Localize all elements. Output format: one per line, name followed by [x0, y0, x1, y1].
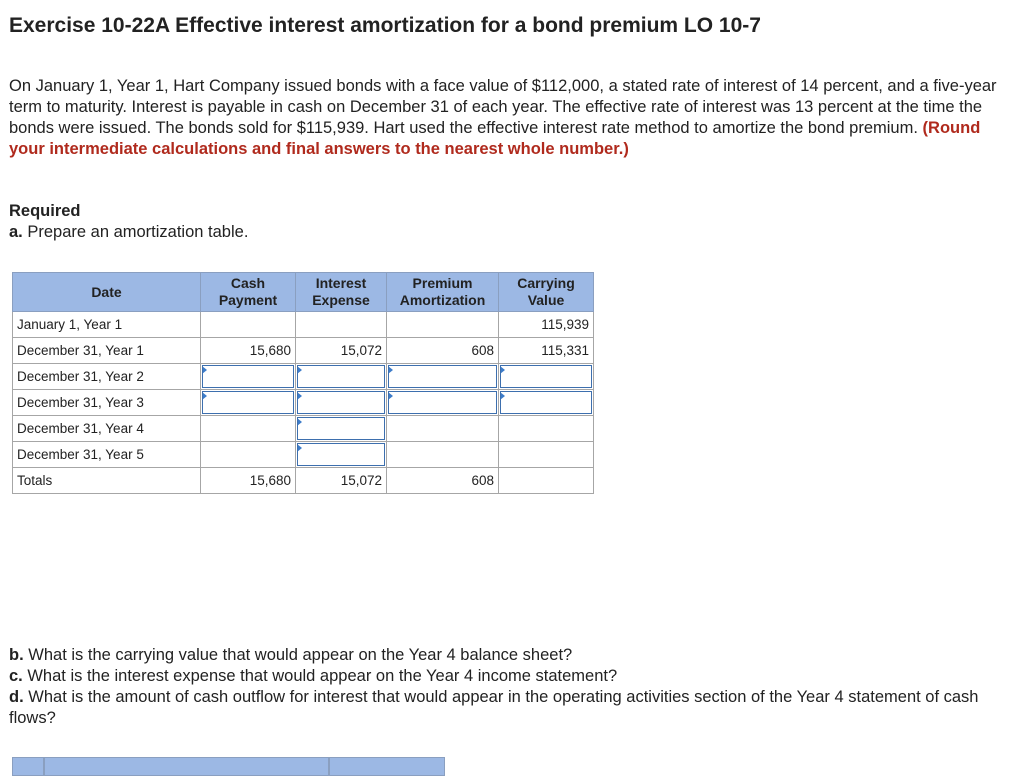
premium-cell [387, 416, 499, 442]
carrying-cell: 115,939 [499, 312, 594, 338]
total-carrying [499, 468, 594, 494]
header-interest-expense: Interest Expense [296, 273, 387, 312]
cash-cell [201, 312, 296, 338]
table-row [13, 390, 594, 416]
carrying-input-year-2[interactable] [499, 364, 594, 390]
premium-cell [387, 442, 499, 468]
header-premium-amortization: Premium Amortization [387, 273, 499, 312]
row-date: December 31, Year 4 [13, 416, 201, 442]
row-date: December 31, Year 5 [13, 442, 201, 468]
table-row [13, 312, 594, 338]
page-title: Exercise 10-22A Effective interest amortization for a bond premium LO 10-7 [9, 14, 761, 37]
amortization-table [12, 272, 594, 494]
premium-cell [387, 312, 499, 338]
required-heading: Required [9, 202, 81, 220]
interest-cell [296, 312, 387, 338]
header-date: Date [13, 273, 201, 312]
cash-input-year-3[interactable] [201, 390, 296, 416]
follow-up-questions [9, 645, 1009, 729]
problem-text: On January 1, Year 1, Hart Company issued bonds with a face value of $112,000, a stated rate of interest of 14 percent, and a five-year term to maturity. Interest is payable in cash on December 31 of each year. The effective rate of interest was 13 percent at the time the bonds were issued. The bonds sold for $115,939. Hart used the effective interest rate method to amortize the bond premium. [9, 77, 997, 137]
table-row [13, 442, 594, 468]
requirement-a [9, 223, 248, 242]
premium-input-year-2[interactable] [387, 364, 499, 390]
table-row [13, 364, 594, 390]
table-header-row [13, 273, 594, 312]
interest-input-year-2[interactable] [296, 364, 387, 390]
cash-input-year-2[interactable] [201, 364, 296, 390]
carrying-cell: 115,331 [499, 338, 594, 364]
row-date: December 31, Year 1 [13, 338, 201, 364]
premium-cell: 608 [387, 338, 499, 364]
answer-table-header [12, 757, 445, 776]
question-b: b. What is the carrying value that would appear on the Year 4 balance sheet? [9, 646, 573, 664]
header-cash-payment: Cash Payment [201, 273, 296, 312]
carrying-input-year-3[interactable] [499, 390, 594, 416]
question-d: d. What is the amount of cash outflow for interest that would appear in the operating activities section of the Year 4 statement of cash flows? [9, 688, 979, 727]
totals-row [13, 468, 594, 494]
table-row [13, 338, 594, 364]
row-date: December 31, Year 2 [13, 364, 201, 390]
table-row [13, 416, 594, 442]
total-interest: 15,072 [296, 468, 387, 494]
row-date: December 31, Year 3 [13, 390, 201, 416]
interest-input-year-3[interactable] [296, 390, 387, 416]
question-c: c. What is the interest expense that would appear on the Year 4 income statement? [9, 667, 618, 685]
cash-cell: 15,680 [201, 338, 296, 364]
interest-cell: 15,072 [296, 338, 387, 364]
header-carrying-value: Carrying Value [499, 273, 594, 312]
requirement-a-text: Prepare an amortization table. [27, 223, 249, 241]
answer-table-header-cell [44, 757, 329, 776]
premium-input-year-3[interactable] [387, 390, 499, 416]
problem-statement [9, 76, 1009, 160]
requirement-a-label: a. [9, 223, 23, 241]
totals-label: Totals [13, 468, 201, 494]
total-cash: 15,680 [201, 468, 296, 494]
interest-input-year-5[interactable] [296, 442, 387, 468]
cash-cell [201, 416, 296, 442]
total-premium: 608 [387, 468, 499, 494]
row-date: January 1, Year 1 [13, 312, 201, 338]
answer-table-header-cell [329, 757, 445, 776]
answer-table-header-cell [12, 757, 44, 776]
interest-input-year-4[interactable] [296, 416, 387, 442]
carrying-cell [499, 442, 594, 468]
carrying-cell [499, 416, 594, 442]
cash-cell [201, 442, 296, 468]
rounding-instruction: (Round your intermediate calculations and final answers to the nearest whole number.) [9, 119, 981, 158]
